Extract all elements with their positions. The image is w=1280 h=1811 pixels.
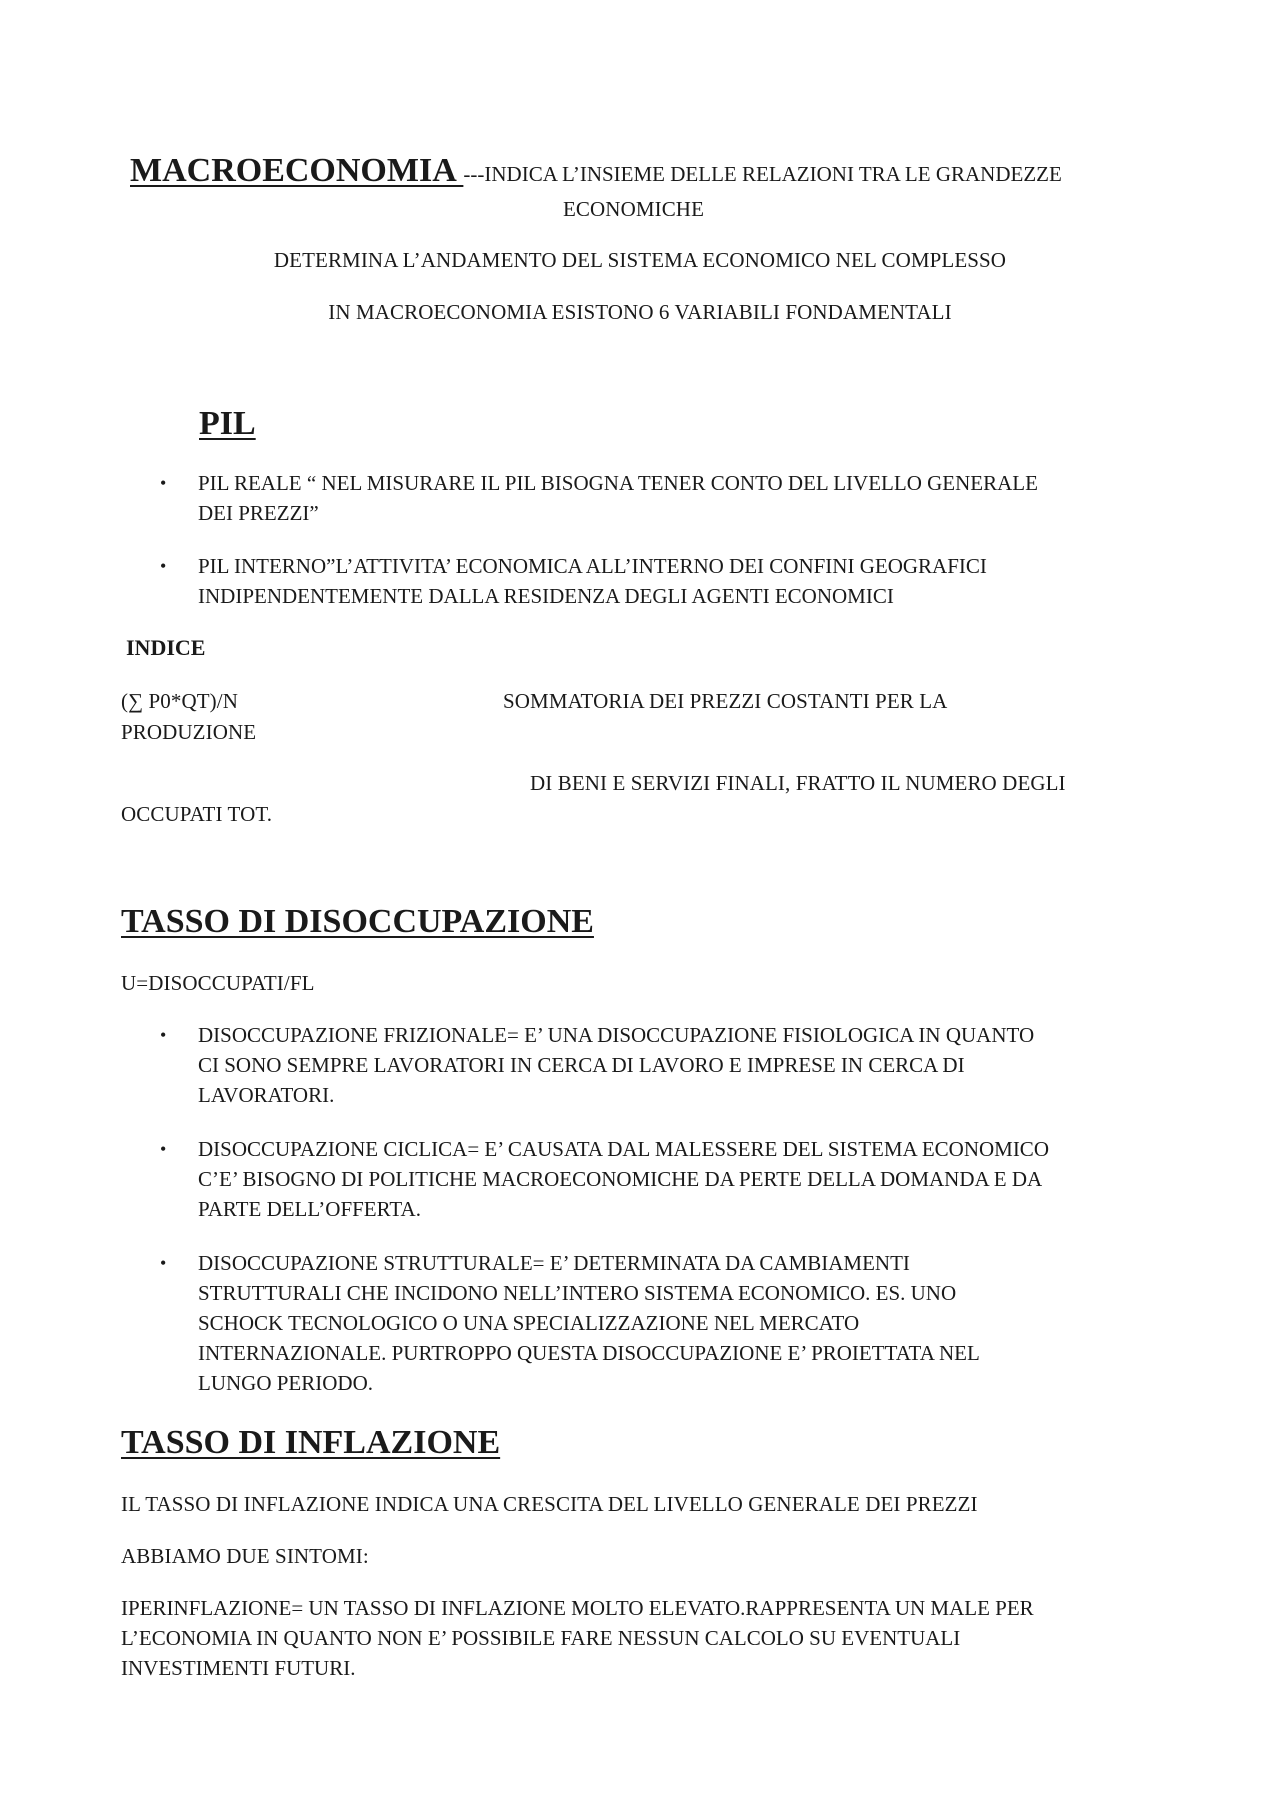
title-definition: ---INDICA L’INSIEME DELLE RELAZIONI TRA LE GRANDEZZE: [463, 162, 1062, 186]
title-definition-continued: ECONOMICHE: [563, 197, 704, 221]
bullet-icon: •: [160, 556, 167, 576]
paragraph-line: IPERINFLAZIONE= UN TASSO DI INFLAZIONE MOLTO ELEVATO.RAPPRESENTA UN MALE PER: [121, 1596, 1034, 1620]
indice-formula: (∑ P0*QT)/N: [121, 689, 238, 713]
bullet-line: DISOCCUPAZIONE CICLICA= E’ CAUSATA DAL MALESSERE DEL SISTEMA ECONOMICO: [198, 1137, 1049, 1161]
bullet-line: DISOCCUPAZIONE STRUTTURALE= E’ DETERMINATA DA CAMBIAMENTI: [198, 1251, 910, 1275]
bullet-line: INDIPENDENTEMENTE DALLA RESIDENZA DEGLI AGENTI ECONOMICI: [198, 584, 894, 608]
inflazione-definition: IL TASSO DI INFLAZIONE INDICA UNA CRESCITA DEL LIVELLO GENERALE DEI PREZZI: [121, 1492, 978, 1516]
title-main: MACROECONOMIA: [130, 152, 464, 189]
inflazione-sintomi: ABBIAMO DUE SINTOMI:: [121, 1544, 369, 1568]
intro-line-1: DETERMINA L’ANDAMENTO DEL SISTEMA ECONOMICO NEL COMPLESSO: [273, 248, 1007, 272]
iperinflazione-paragraph: [121, 1593, 1034, 1683]
bullet-line: PIL INTERNO”L’ATTIVITA’ ECONOMICA ALL’INTERNO DEI CONFINI GEOGRAFICI: [198, 554, 987, 578]
disoccupazione-heading: TASSO DI DISOCCUPAZIONE: [121, 903, 594, 940]
paragraph-line: INVESTIMENTI FUTURI.: [121, 1656, 356, 1680]
indice-description-1b: PRODUZIONE: [121, 720, 257, 744]
bullet-icon: •: [160, 1139, 167, 1159]
indice-description-1: SOMMATORIA DEI PREZZI COSTANTI PER LA: [503, 689, 948, 713]
bullet-line: PARTE DELL’OFFERTA.: [198, 1197, 421, 1221]
bullet-line: INTERNAZIONALE. PURTROPPO QUESTA DISOCCUPAZIONE E’ PROIETTATA NEL: [198, 1341, 980, 1365]
indice-description-2b: OCCUPATI TOT.: [121, 802, 273, 826]
bullet-line: LAVORATORI.: [198, 1083, 335, 1107]
indice-label: INDICE: [126, 635, 206, 660]
bullet-line: CI SONO SEMPRE LAVORATORI IN CERCA DI LAVORO E IMPRESE IN CERCA DI: [198, 1053, 965, 1077]
bullet-line: SCHOCK TECNOLOGICO O UNA SPECIALIZZAZIONE NEL MERCATO: [198, 1311, 860, 1335]
bullet-line: STRUTTURALI CHE INCIDONO NELL’INTERO SISTEMA ECONOMICO. ES. UNO: [198, 1281, 957, 1305]
bullet-line: PIL REALE “ NEL MISURARE IL PIL BISOGNA TENER CONTO DEL LIVELLO GENERALE: [198, 471, 1038, 495]
bullet-icon: •: [160, 473, 167, 493]
indice-description-2: DI BENI E SERVIZI FINALI, FRATTO IL NUMERO DEGLI: [530, 771, 1066, 795]
inflazione-heading: TASSO DI INFLAZIONE: [121, 1424, 501, 1461]
bullet-icon: •: [160, 1253, 167, 1273]
document-title: [130, 152, 1062, 190]
pil-heading: PIL: [199, 405, 256, 442]
intro-line-2: IN MACROECONOMIA ESISTONO 6 VARIABILI FONDAMENTALI: [328, 300, 952, 324]
bullet-line: DISOCCUPAZIONE FRIZIONALE= E’ UNA DISOCCUPAZIONE FISIOLOGICA IN QUANTO: [198, 1023, 1035, 1047]
bullet-icon: •: [160, 1025, 167, 1045]
disoccupazione-formula: U=DISOCCUPATI/FL: [121, 971, 315, 995]
bullet-line: DEI PREZZI”: [198, 501, 319, 525]
paragraph-line: L’ECONOMIA IN QUANTO NON E’ POSSIBILE FARE NESSUN CALCOLO SU EVENTUALI: [121, 1626, 961, 1650]
bullet-line: C’E’ BISOGNO DI POLITICHE MACROECONOMICHE DA PERTE DELLA DOMANDA E DA: [198, 1167, 1043, 1191]
bullet-line: LUNGO PERIODO.: [198, 1371, 373, 1395]
